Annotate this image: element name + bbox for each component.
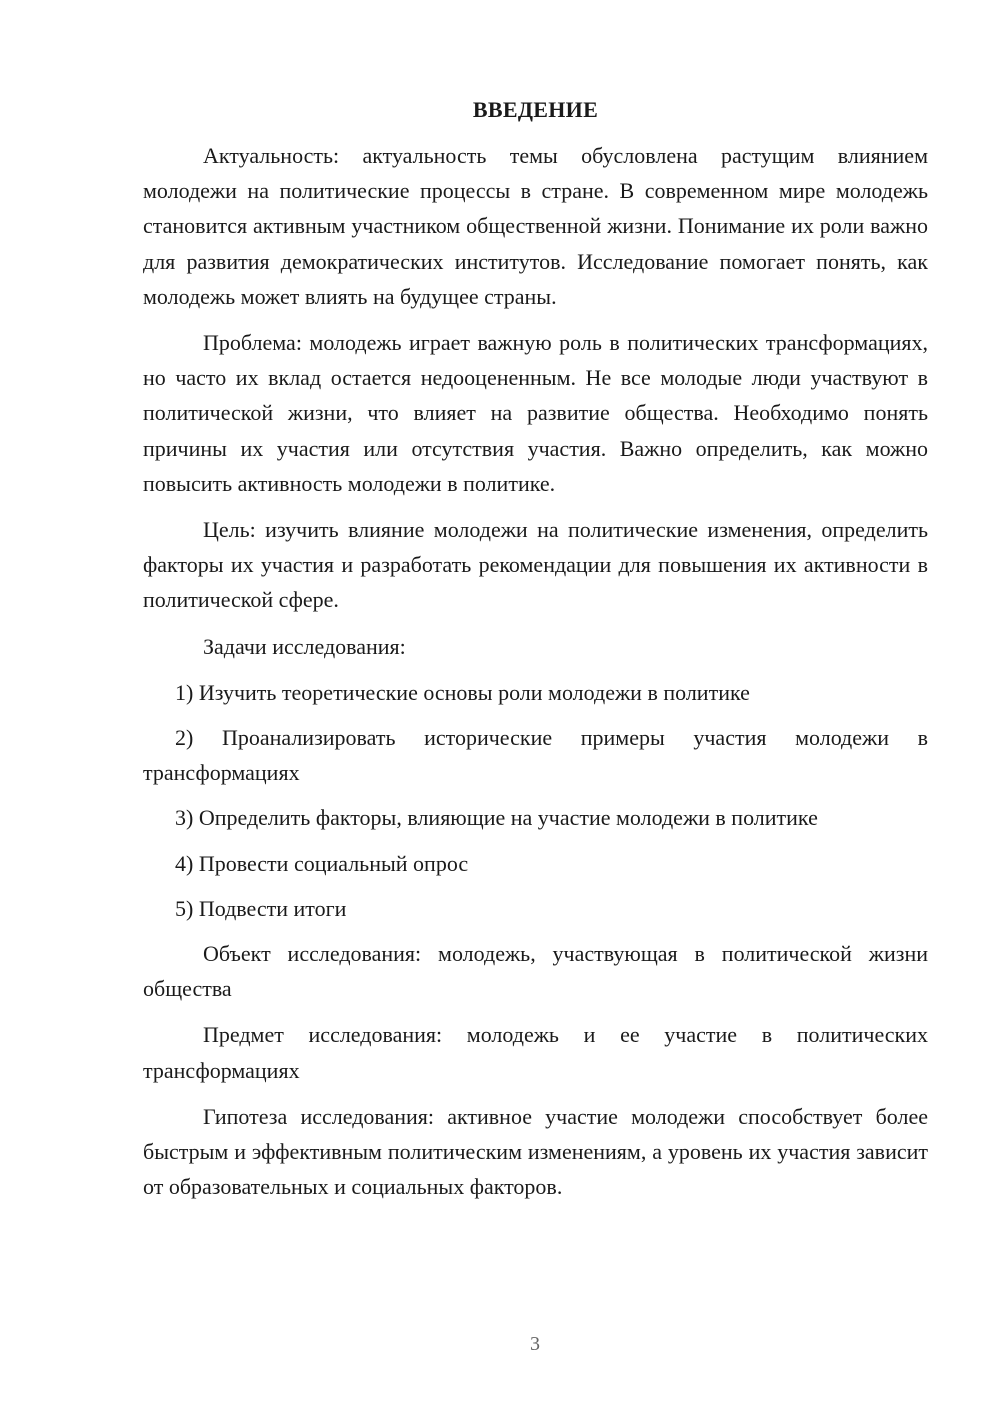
paragraph-relevance: Актуальность: актуальность темы обусловлена растущим влиянием молодежи на политические процессы в стране. В современном мире молодежь становится активным участником общественной жизни. Понимание их роли важно для развития демократических институтов. Исследование помогает понять, как молодежь может влиять на будущее страны.	[143, 143, 928, 309]
task-item-4: 4) Провести социальный опрос	[175, 850, 469, 876]
page-number: 3	[530, 1333, 540, 1355]
task-item-2: 2) Проанализировать исторические примеры участия молодежи в трансформациях	[143, 725, 928, 786]
task-item-1: 1) Изучить теоретические основы роли молодежи в политике	[175, 679, 750, 705]
task-item-5: 5) Подвести итоги	[175, 895, 347, 921]
paragraph-problem: Проблема: молодежь играет важную роль в политических трансформациях, но часто их вклад остается недооцененным. Не все молодые люди участвуют в политической жизни, что влияет на развитие общества. Необходимо понять причины их участия или отсутствия участия. Важно определить, как можно повысить активность молодежи в политике.	[143, 330, 928, 496]
document-page	[143, 90, 928, 1215]
task-item-3: 3) Определить факторы, влияющие на участие молодежи в политике	[175, 805, 818, 831]
paragraph-tasks-heading: Задачи исследования:	[203, 633, 406, 659]
paragraph-object: Объект исследования: молодежь, участвующая в политической жизни общества	[143, 941, 928, 1002]
paragraph-goal: Цель: изучить влияние молодежи на политические изменения, определить факторы их участия и разработать рекомендации для повышения их активности в политической сфере.	[143, 517, 928, 613]
paragraph-subject: Предмет исследования: молодежь и ее участие в политических трансформациях	[143, 1022, 928, 1083]
paragraph-hypothesis: Гипотеза исследования: активное участие молодежи способствует более быстрым и эффективным политическим изменениям, а уровень их участия зависит от образовательных и социальных факторов.	[143, 1103, 928, 1200]
section-title: ВВЕДЕНИЕ	[472, 97, 599, 122]
